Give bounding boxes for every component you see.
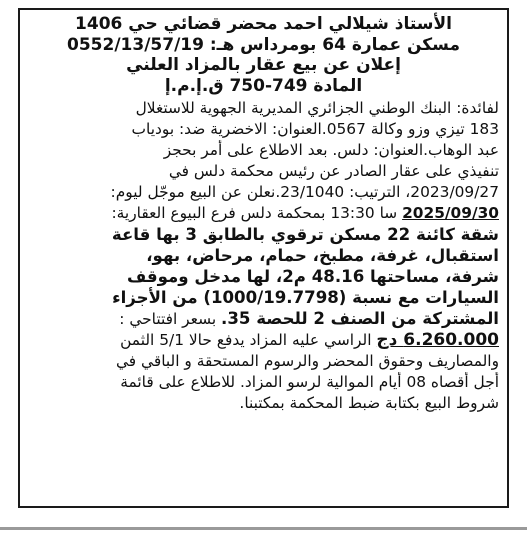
bailiff-name: الأستاذ شيلالي احمد محضر قضائي حي 1406 [75,14,452,34]
property-description-1: شقة كائنة 22 مسكن ترقوي بالطابق 3 بها قاعة [111,225,499,244]
body-line-conditions: شروط البيع بكتابة ضبط المحكمة بمكتبنا. [239,394,499,412]
body-line-debtor: عبد الوهاب.العنوان: دلس. بعد الاطلاع على أمر بحجز [163,141,499,159]
body-line-fees: والمصاريف وحقوق المحضر والرسوم المستحقة و الباقي في [115,352,499,370]
body-line-sale-date [28,203,499,224]
body-line-order-date: 2023/09/27، الترتيب: 23/1040.نعلن عن البيع موجّل ليوم: [110,183,499,201]
opening-price: 6.260.000 دج [376,330,499,350]
body-line-share [28,308,499,330]
page-divider [0,527,527,530]
legal-article-reference: المادة 749-750 ق.إ.م.إ [164,75,363,96]
opening-price-label: بسعر افتتاحي : [119,310,217,328]
bailiff-address-phone: مسكن عمارة 64 بومرداس هـ: 0552/13/57/19 [67,34,460,55]
common-parts-share: المشتركة من الصنف 2 للحصة 35. [221,309,499,328]
sale-date: 2025/09/30 [402,204,499,222]
property-description-3: شرفة، مساحتها 48.16 م2، لها مدخل وموقف [126,267,499,286]
body-line-seizure-order: تنفيذي على عقار الصادر عن رئيس محكمة دلس في [168,162,499,180]
legal-notice-box [18,8,509,508]
property-description-4: السيارات مع نسبة (1000/19.7798) من الأجزاء [112,288,499,307]
body-line-beneficiary: لفائدة: البنك الوطني الجزائري المديرية الجهوية للاستغلال [135,99,499,117]
sale-time-place: سا 13:30 بمحكمة دلس فرع البيوع العقارية: [111,204,398,222]
body-line-deadline: أجل أقصاه 08 أيام الموالية لرسو المزاد. للاطلاع على قائمة [120,373,499,391]
notice-title: إعلان عن بيع عقار بالمزاد العلني [126,55,401,75]
payment-terms: الراسي عليه المزاد يدفع حالا 5/1 الثمن [120,331,372,349]
body-line-agency: 183 تيزي وزو وكالة 0567.العنوان: الاخضرية ضد: بودياب [131,120,499,138]
body-line-price [28,330,499,351]
notice-body [28,98,499,414]
notice-header [28,14,499,96]
property-description-2: استقبال، غرفة، مطبخ، حمام، مرحاض، بهو، [146,246,499,265]
